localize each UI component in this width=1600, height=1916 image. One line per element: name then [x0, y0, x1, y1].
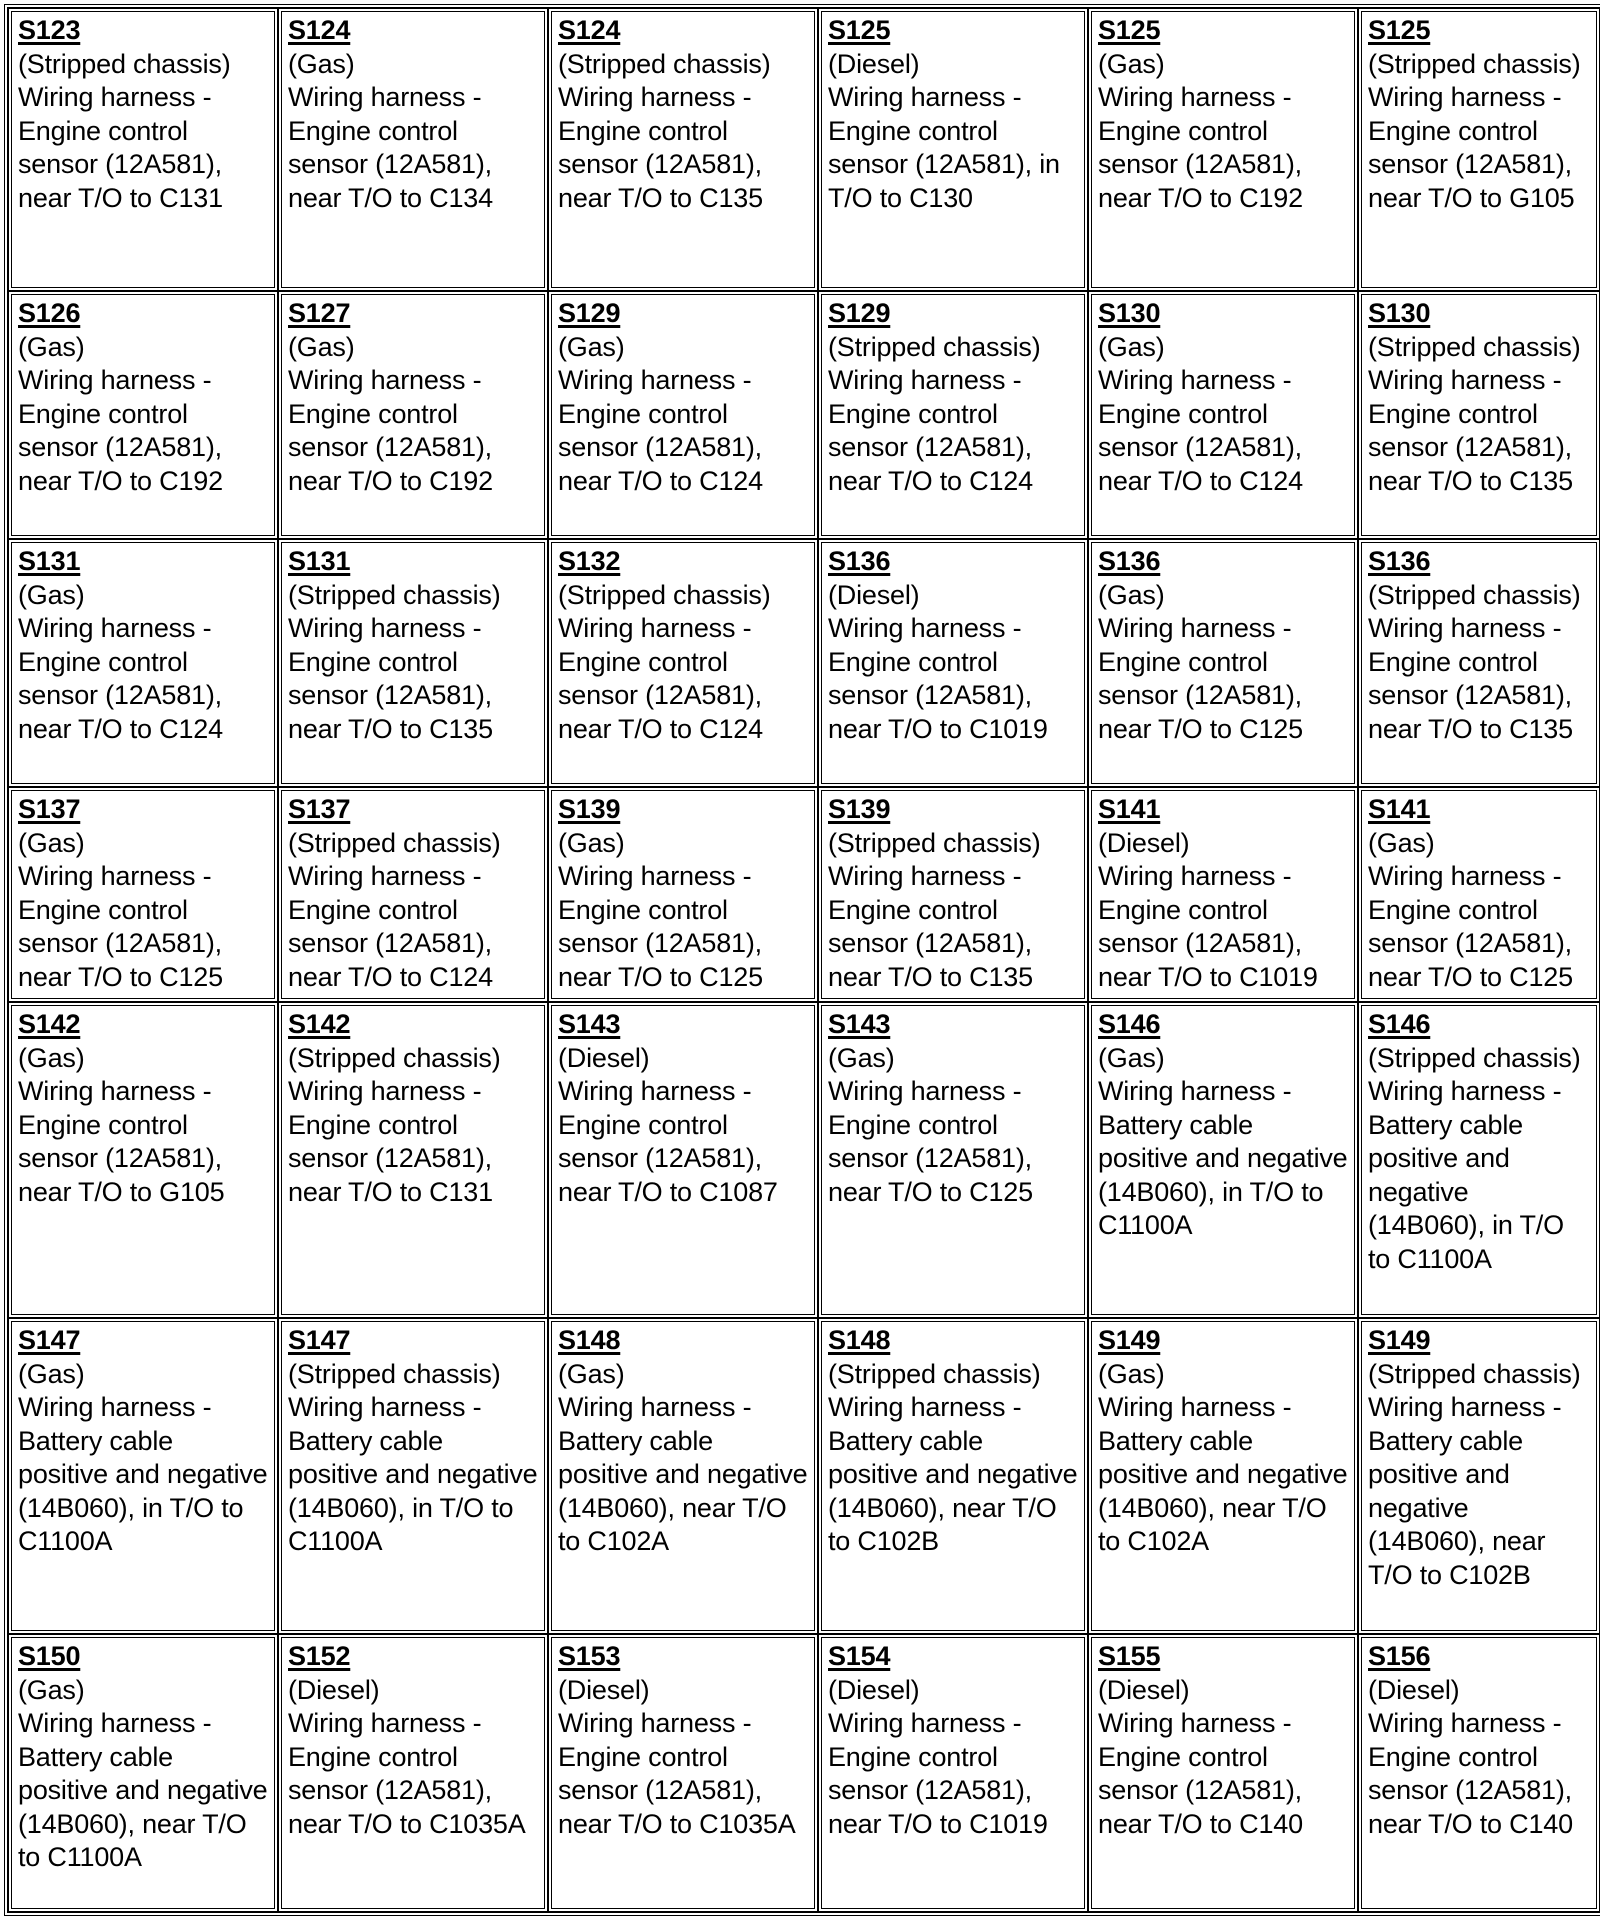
splice-variant: (Gas) [828, 1042, 895, 1073]
splice-variant: (Gas) [1098, 1042, 1165, 1073]
splice-variant: (Gas) [558, 827, 625, 858]
splice-id: S142 [18, 1009, 81, 1039]
splice-location: Wiring harness - Battery cable positive and negative (14B060), near T/O to C102A [1098, 1392, 1348, 1556]
splice-cell [278, 291, 548, 539]
splice-id: S141 [1368, 794, 1431, 824]
splice-location: Wiring harness - Battery cable positive and negative (14B060), near T/O to C1100A [18, 1708, 268, 1872]
splice-id: S143 [558, 1009, 621, 1039]
splice-location: Wiring harness - Engine control sensor (12A581), near T/O to C124 [18, 613, 223, 744]
splice-id: S129 [558, 298, 621, 328]
splice-id: S137 [18, 794, 81, 824]
splice-location: Wiring harness - Engine control sensor (12A581), in T/O to C130 [828, 82, 1060, 213]
splice-variant: (Stripped chassis) [18, 48, 231, 79]
splice-cell [1088, 539, 1358, 787]
splice-cell [1358, 291, 1600, 539]
splice-cell [818, 1002, 1088, 1318]
splice-location: Wiring harness - Engine control sensor (12A581), near T/O to C140 [1098, 1708, 1303, 1839]
splice-id: S139 [828, 794, 891, 824]
splice-variant: (Diesel) [1098, 827, 1190, 858]
splice-location: Wiring harness - Battery cable positive and negative (14B060), in T/O to C1100A [18, 1392, 268, 1556]
splice-id: S124 [288, 15, 351, 45]
splice-cell [1358, 8, 1600, 291]
splice-location: Wiring harness - Battery cable positive and negative (14B060), near T/O to C102B [1368, 1392, 1562, 1590]
splice-variant: (Stripped chassis) [288, 1042, 501, 1073]
splice-id: S127 [288, 298, 351, 328]
splice-location: Wiring harness - Engine control sensor (12A581), near T/O to C135 [1368, 365, 1573, 496]
splice-id: S148 [558, 1325, 621, 1355]
splice-cell [1088, 1318, 1358, 1634]
splice-variant: (Stripped chassis) [828, 827, 1041, 858]
splice-variant: (Gas) [1098, 1358, 1165, 1389]
splice-id: S146 [1098, 1009, 1161, 1039]
splice-location: Wiring harness - Engine control sensor (12A581), near T/O to C125 [558, 861, 763, 992]
splice-cell [818, 8, 1088, 291]
splice-location: Wiring harness - Engine control sensor (12A581), near T/O to C124 [558, 365, 763, 496]
splice-cell [548, 1318, 818, 1634]
splice-variant: (Gas) [18, 1674, 85, 1705]
splice-variant: (Diesel) [828, 1674, 920, 1705]
splice-id: S154 [828, 1641, 891, 1671]
splice-cell [278, 1318, 548, 1634]
splice-location: Wiring harness - Engine control sensor (12A581), near T/O to C125 [1098, 613, 1303, 744]
splice-variant: (Gas) [18, 827, 85, 858]
splice-variant: (Gas) [18, 331, 85, 362]
splice-id: S132 [558, 546, 621, 576]
splice-location: Wiring harness - Battery cable positive and negative (14B060), near T/O to C102B [828, 1392, 1078, 1556]
splice-location: Wiring harness - Engine control sensor (12A581), near T/O to C124 [1098, 365, 1303, 496]
splice-variant: (Stripped chassis) [1368, 1358, 1581, 1389]
splice-id: S130 [1368, 298, 1431, 328]
splice-cell [1088, 1002, 1358, 1318]
splice-location: Wiring harness - Engine control sensor (12A581), near T/O to C1035A [288, 1708, 526, 1839]
splice-variant: (Diesel) [828, 48, 920, 79]
table-row [8, 1634, 1600, 1912]
splice-id: S125 [1098, 15, 1161, 45]
splice-location: Wiring harness - Engine control sensor (12A581), near T/O to C140 [1368, 1708, 1573, 1839]
splice-location: Wiring harness - Engine control sensor (12A581), near T/O to C135 [1368, 613, 1573, 744]
splice-id: S141 [1098, 794, 1161, 824]
splice-location: Wiring harness - Battery cable positive and negative (14B060), near T/O to C102A [558, 1392, 808, 1556]
splice-variant: (Gas) [18, 579, 85, 610]
splice-id: S130 [1098, 298, 1161, 328]
splice-variant: (Stripped chassis) [1368, 579, 1581, 610]
table-row [8, 1318, 1600, 1634]
splice-variant: (Gas) [1368, 827, 1435, 858]
splice-id: S136 [828, 546, 891, 576]
splice-variant: (Gas) [1098, 331, 1165, 362]
splice-location: Wiring harness - Engine control sensor (12A581), near T/O to C192 [18, 365, 223, 496]
splice-variant: (Gas) [288, 48, 355, 79]
splice-cell [1088, 787, 1358, 1002]
splice-variant: (Stripped chassis) [288, 579, 501, 610]
splice-cell [1358, 1634, 1600, 1912]
splice-variant: (Stripped chassis) [1368, 1042, 1581, 1073]
table-row [8, 8, 1600, 291]
table-row [8, 1002, 1600, 1318]
splice-cell [8, 1002, 278, 1318]
splice-cell [278, 539, 548, 787]
splice-location: Wiring harness - Battery cable positive and negative (14B060), in T/O to C1100A [288, 1392, 538, 1556]
splice-variant: (Gas) [558, 1358, 625, 1389]
splice-variant: (Diesel) [1368, 1674, 1460, 1705]
splice-id: S137 [288, 794, 351, 824]
splice-location: Wiring harness - Engine control sensor (12A581), near T/O to C125 [828, 1076, 1033, 1207]
splice-cell [1358, 539, 1600, 787]
splice-variant: (Stripped chassis) [1368, 48, 1581, 79]
splice-location: Wiring harness - Engine control sensor (12A581), near T/O to C1019 [828, 613, 1048, 744]
splice-location: Wiring harness - Engine control sensor (12A581), near T/O to C131 [18, 82, 223, 213]
splice-id: S143 [828, 1009, 891, 1039]
splice-id: S153 [558, 1641, 621, 1671]
splice-variant: (Diesel) [288, 1674, 380, 1705]
table-row [8, 787, 1600, 1002]
splice-location: Wiring harness - Engine control sensor (12A581), near T/O to C192 [288, 365, 493, 496]
splice-location: Wiring harness - Engine control sensor (12A581), near T/O to G105 [1368, 82, 1575, 213]
splice-id: S139 [558, 794, 621, 824]
splice-id: S125 [1368, 15, 1431, 45]
splice-cell [548, 8, 818, 291]
splice-cell [8, 1634, 278, 1912]
splice-cell [8, 539, 278, 787]
splice-variant: (Stripped chassis) [558, 579, 771, 610]
splice-location: Wiring harness - Engine control sensor (12A581), near T/O to C134 [288, 82, 493, 213]
splice-id: S150 [18, 1641, 81, 1671]
splice-cell [8, 291, 278, 539]
splice-variant: (Stripped chassis) [288, 827, 501, 858]
splice-cell [818, 1318, 1088, 1634]
splice-cell [818, 1634, 1088, 1912]
table-row [8, 539, 1600, 787]
splice-variant: (Stripped chassis) [558, 48, 771, 79]
splice-location: Wiring harness - Engine control sensor (12A581), near T/O to C125 [1368, 861, 1573, 992]
splice-variant: (Diesel) [828, 579, 920, 610]
splice-cell [1088, 291, 1358, 539]
splice-cell [8, 8, 278, 291]
splice-id: S152 [288, 1641, 351, 1671]
splice-cell [1088, 1634, 1358, 1912]
splice-cell [1358, 1002, 1600, 1318]
splice-cell [278, 8, 548, 291]
splice-location: Wiring harness - Engine control sensor (12A581), near T/O to G105 [18, 1076, 225, 1207]
splice-cell [548, 787, 818, 1002]
splice-variant: (Diesel) [1098, 1674, 1190, 1705]
splice-variant: (Gas) [1098, 48, 1165, 79]
splice-cell [1088, 8, 1358, 291]
splice-id: S123 [18, 15, 81, 45]
splice-location: Wiring harness - Engine control sensor (12A581), near T/O to C124 [558, 613, 763, 744]
splice-location: Wiring harness - Engine control sensor (12A581), near T/O to C1019 [828, 1708, 1048, 1839]
splice-id: S147 [288, 1325, 351, 1355]
splice-location: Wiring harness - Engine control sensor (12A581), near T/O to C135 [558, 82, 763, 213]
splice-cell [548, 539, 818, 787]
splice-location: Wiring harness - Engine control sensor (12A581), near T/O to C125 [18, 861, 223, 992]
splice-location: Wiring harness - Engine control sensor (12A581), near T/O to C192 [1098, 82, 1303, 213]
splice-id: S148 [828, 1325, 891, 1355]
splice-location: Wiring harness - Engine control sensor (12A581), near T/O to C135 [828, 861, 1033, 992]
splice-location: Wiring harness - Engine control sensor (12A581), near T/O to C131 [288, 1076, 493, 1207]
table-row [8, 291, 1600, 539]
splice-id: S126 [18, 298, 81, 328]
splice-id: S149 [1098, 1325, 1161, 1355]
splice-id: S155 [1098, 1641, 1161, 1671]
splice-variant: (Gas) [288, 331, 355, 362]
splice-location-table [4, 4, 1600, 1916]
splice-location: Wiring harness - Engine control sensor (12A581), near T/O to C135 [288, 613, 493, 744]
splice-variant: (Diesel) [558, 1042, 650, 1073]
splice-id: S156 [1368, 1641, 1431, 1671]
splice-cell [818, 787, 1088, 1002]
splice-variant: (Stripped chassis) [828, 331, 1041, 362]
splice-variant: (Stripped chassis) [1368, 331, 1581, 362]
splice-location: Wiring harness - Engine control sensor (12A581), near T/O to C124 [828, 365, 1033, 496]
splice-variant: (Gas) [558, 331, 625, 362]
splice-location: Wiring harness - Engine control sensor (12A581), near T/O to C1035A [558, 1708, 796, 1839]
splice-cell [8, 1318, 278, 1634]
splice-cell [278, 1002, 548, 1318]
splice-cell [548, 291, 818, 539]
splice-variant: (Diesel) [558, 1674, 650, 1705]
splice-location: Wiring harness - Engine control sensor (12A581), near T/O to C1019 [1098, 861, 1318, 992]
splice-cell [278, 787, 548, 1002]
splice-cell [1358, 787, 1600, 1002]
splice-id: S131 [288, 546, 351, 576]
splice-cell [278, 1634, 548, 1912]
splice-location: Wiring harness - Battery cable positive and negative (14B060), in T/O to C1100A [1098, 1076, 1348, 1240]
splice-cell [548, 1002, 818, 1318]
splice-id: S149 [1368, 1325, 1431, 1355]
splice-id: S124 [558, 15, 621, 45]
splice-variant: (Stripped chassis) [828, 1358, 1041, 1389]
splice-id: S129 [828, 298, 891, 328]
splice-cell [818, 539, 1088, 787]
splice-cell [818, 291, 1088, 539]
splice-variant: (Gas) [1098, 579, 1165, 610]
splice-variant: (Gas) [18, 1358, 85, 1389]
splice-variant: (Gas) [18, 1042, 85, 1073]
splice-cell [1358, 1318, 1600, 1634]
splice-id: S125 [828, 15, 891, 45]
splice-id: S131 [18, 546, 81, 576]
splice-variant: (Stripped chassis) [288, 1358, 501, 1389]
splice-id: S146 [1368, 1009, 1431, 1039]
splice-id: S136 [1368, 546, 1431, 576]
splice-cell [548, 1634, 818, 1912]
splice-id: S142 [288, 1009, 351, 1039]
splice-location: Wiring harness - Battery cable positive and negative (14B060), in T/O to C1100A [1368, 1076, 1564, 1274]
splice-location: Wiring harness - Engine control sensor (12A581), near T/O to C1087 [558, 1076, 778, 1207]
splice-id: S147 [18, 1325, 81, 1355]
splice-cell [8, 787, 278, 1002]
splice-id: S136 [1098, 546, 1161, 576]
splice-location: Wiring harness - Engine control sensor (12A581), near T/O to C124 [288, 861, 493, 992]
